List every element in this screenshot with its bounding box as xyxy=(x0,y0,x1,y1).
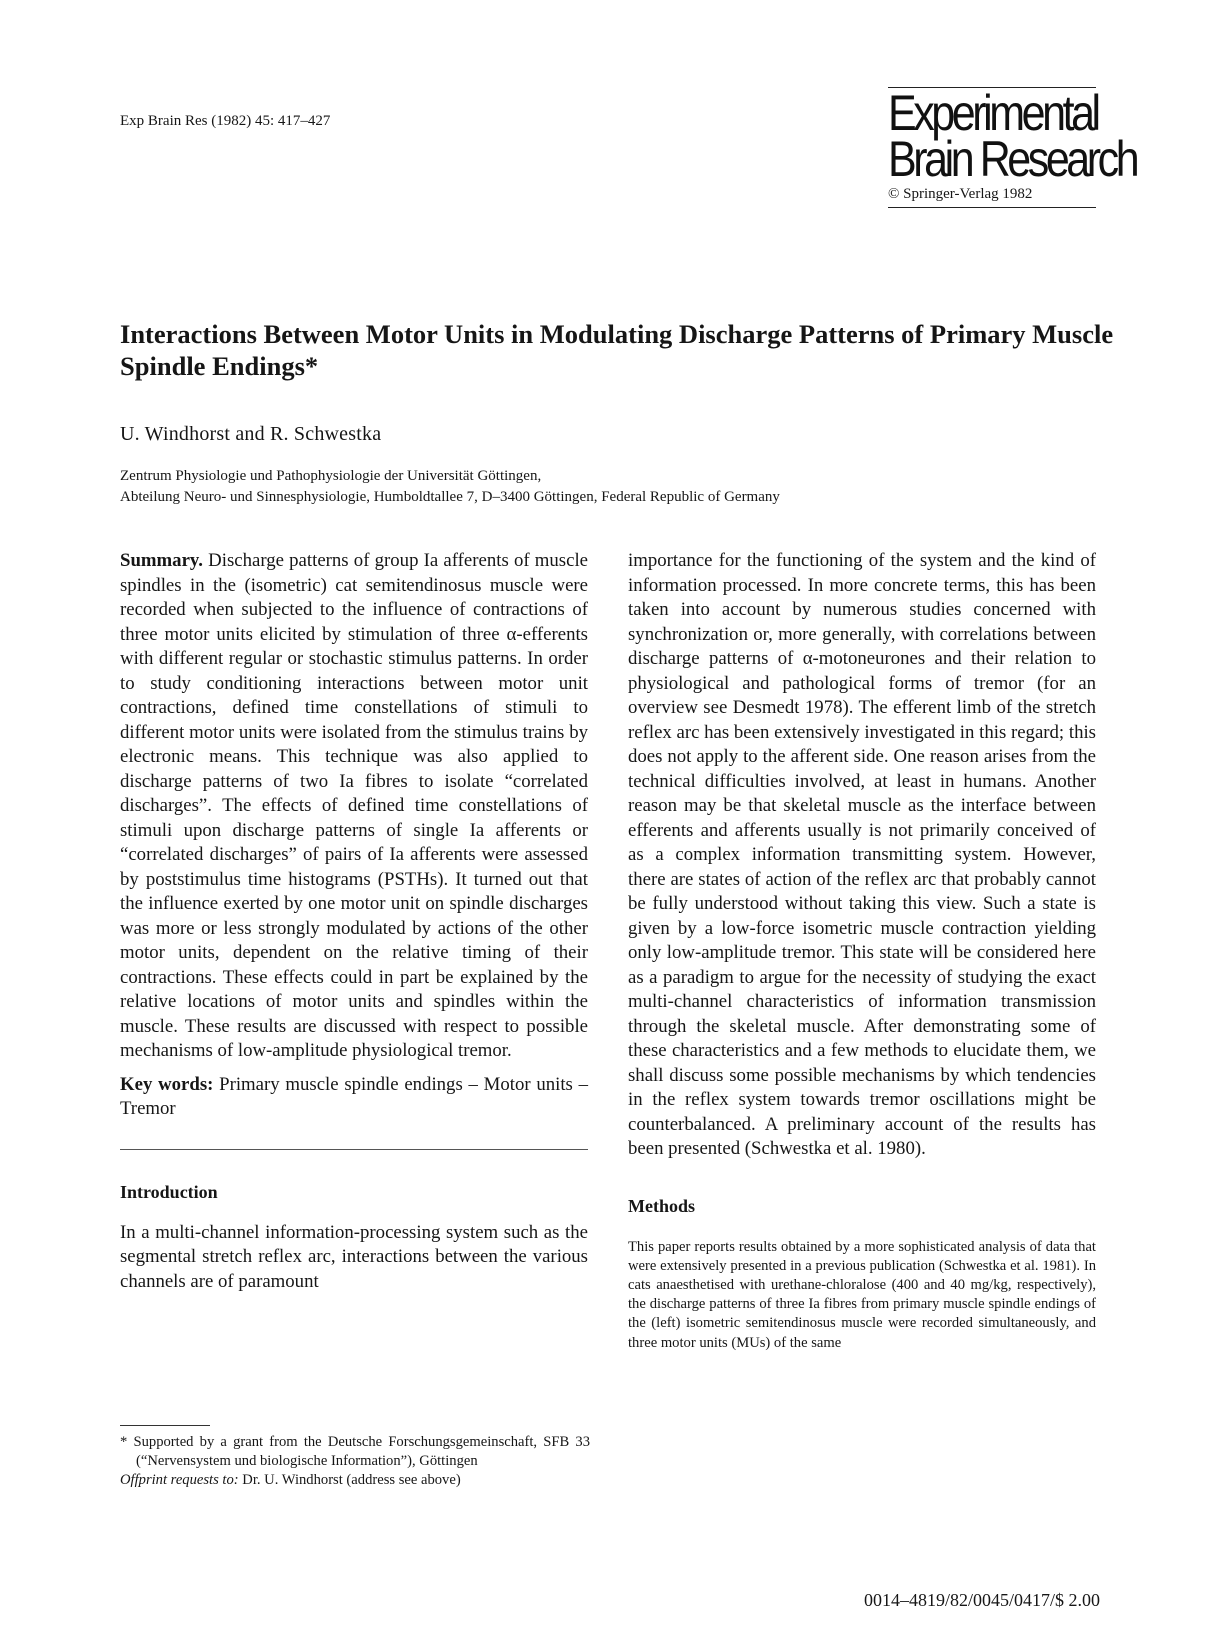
left-column xyxy=(120,549,588,1294)
journal-logo xyxy=(888,85,1137,208)
journal-logo-line-1: Experimental xyxy=(888,85,1098,141)
affiliation-line-2: Abteilung Neuro- und Sinnesphysiologie, Humboldtallee 7, D–3400 Göttingen, Federal Republic of Germany xyxy=(120,489,780,505)
footnote-support: * Supported by a grant from the Deutsche Forschungsgemeinschaft, SFB 33 (“Nervensystem und biologische Information”), Göttingen xyxy=(120,1434,590,1469)
offprint-text: Dr. U. Windhorst (address see above) xyxy=(242,1472,461,1488)
issn-code: 0014–4819/82/0045/0417/$ 2.00 xyxy=(863,1590,1100,1610)
footnote-divider xyxy=(120,1425,210,1426)
methods-heading: Methods xyxy=(628,1195,695,1216)
summary-paragraph xyxy=(120,549,588,1064)
summary-text: Discharge patterns of group Ia afferents of muscle spindles in the (isometric) cat semitendinosus muscle were recorded when subjected to the influence of contractions of three motor units elicited by stimulation of three α-efferents with different regular or stochastic stimulus patterns. In order to study conditioning interactions between motor unit contractions, defined time constellations of stimuli to different motor units were isolated from the stimulus trains by electronic means. This technique was also applied to discharge patterns of two Ia fibres to isolate “correlated discharges”. The effects of defined time constellations of stimuli upon discharge patterns of single Ia afferents or “correlated discharges” of pairs of Ia afferents were assessed by poststimulus time histograms (PSTHs). It turned out that the influence exerted by one motor unit on spindle discharges was more or less strongly modulated by actions of the other motor units, dependent on the relative timing of their contractions. These effects could in part be explained by the relative locations of motor units and spindles within the muscle. These results are discussed with respect to possible mechanisms of low-amplitude physiological tremor. xyxy=(120,550,589,1061)
footnote-offprint xyxy=(120,1471,590,1490)
offprint-label: Offprint requests to: xyxy=(120,1472,239,1488)
journal-logo-line-2: Brain Research xyxy=(888,131,1137,187)
authors: U. Windhorst and R. Schwestka xyxy=(120,423,382,445)
summary-label: Summary. xyxy=(120,550,203,571)
paper-title: Interactions Between Motor Units in Modulating Discharge Patterns of Primary Muscle Spindle Endings* xyxy=(120,319,1114,381)
introduction-text-continued: importance for the functioning of the system and the kind of information processed. In more concrete terms, this has been taken into account by numerous studies concerned with synchronization or, more generally, with correlations between discharge patterns of α-motoneurones and their relation to physiological and pathological forms of tremor (for an overview see Desmedt 1978). The efferent limb of the stretch reflex arc has been extensively investigated in this regard; this does not apply to the afferent side. One reason arises from the technical difficulties involved, at least in humans. Another reason may be that skeletal muscle as the interface between efferents and afferents usually is not primarily conceived of as a complex information transmitting system. However, there are states of action of the reflex arc that probably cannot be fully understood without taking this view. Such a state is given by a low-force isometric muscle contraction yielding only low-amplitude tremor. This state will be considered here as a paradigm to argue for the necessity of studying the exact multi-channel characteristics of information transmission through the skeletal muscle. After demonstrating some of these characteristics and a few methods to elucidate them, we shall discuss some possible mechanisms by which tendencies in the reflex system towards tremor oscillations might be counterbalanced. A preliminary account of the results has been presented (Schwestka et al. 1980). xyxy=(628,550,1096,1159)
copyright-notice: © Springer-Verlag 1982 xyxy=(888,186,1033,202)
keywords-label: Key words: xyxy=(120,1073,214,1095)
affiliation xyxy=(120,466,780,508)
keywords-paragraph xyxy=(120,1073,588,1122)
introduction-heading: Introduction xyxy=(120,1181,218,1202)
section-divider xyxy=(120,1149,588,1150)
right-column xyxy=(628,549,1096,1353)
introduction-text: In a multi-channel information-processing system such as the segmental stretch reflex arc, interactions between the various channels are of paramount xyxy=(120,1221,588,1292)
affiliation-line-1: Zentrum Physiologie und Pathophysiologie der Universität Göttingen, xyxy=(120,468,542,484)
keywords-text: Primary muscle spindle endings – Motor units – Tremor xyxy=(120,1073,588,1119)
journal-citation: Exp Brain Res (1982) 45: 417–427 xyxy=(120,113,331,129)
footnotes xyxy=(120,1433,590,1490)
methods-text: This paper reports results obtained by a more sophisticated analysis of data that were extensively presented in a previous publication (Schwestka et al. 1981). In cats anaesthetised with urethane-chloralose (400 and 40 mg/kg, respectively), the discharge patterns of three Ia fibres from primary muscle spindle endings of the (left) isometric semitendinosus muscle were recorded simultaneously, and three motor units (MUs) of the same xyxy=(628,1238,1096,1351)
